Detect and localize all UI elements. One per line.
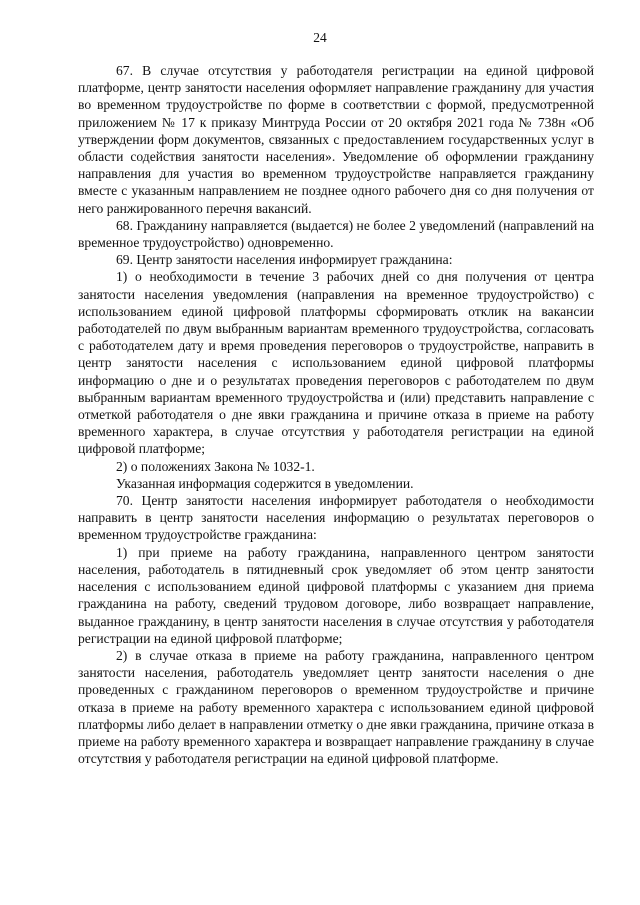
paragraph-70-item-2: 2) в случае отказа в приеме на работу гражданина, направленного центром занятости населения, работодатель уведомляет центр занятости населения о дне проведенных с гражданином переговоров о временном трудоустройстве и причине отказа в приеме на работу временного характера с использованием единой цифровой платформы либо делает в направлении отметку о дне явки гражданина, причине отказа в приеме на работу временного характера и возвращает направление гражданину в случае отсутствия у работодателя регистрации на единой цифровой платформе. (78, 647, 594, 767)
paragraph-69: 69. Центр занятости населения информирует гражданина: (116, 252, 453, 268)
paragraph-69-note: Указанная информация содержится в уведомлении. (116, 475, 414, 491)
paragraph-69-item-1: 1) о необходимости в течение 3 рабочих дней со дня получения от центра занятости населения уведомления (направления на временное трудоустройство) с использованием единой цифровой платформы сформировать отклик на вакансии работодателей по двум выбранным вариантам временного трудоустройства, согласовать с работодателем дату и время проведения переговоров о трудоустройстве, направить в центр занятости населения с использованием единой цифровой платформы информацию о дне и о результатах проведения переговоров с работодателем по двум выбранным вариантам временного трудоустройства и (или) представить направление с отметкой работодателя о дне явки гражданина и причине отказа в приеме на работу временного характера, в случае отсутствия у работодателя регистрации на единой цифровой платформе; (78, 269, 594, 457)
page-number: 24 (313, 30, 327, 45)
paragraph-70: 70. Центр занятости населения информирует работодателя о необходимости направить в центр занятости населения информацию о результатах переговоров о временном трудоустройстве гражданина: (78, 493, 594, 543)
paragraph-69-item-2: 2) о положениях Закона № 1032-1. (116, 458, 315, 474)
paragraph-68: 68. Гражданину направляется (выдается) не более 2 уведомлений (направлений на временное трудоустройство) одновременно. (78, 217, 594, 251)
document-body (78, 62, 594, 767)
paragraph-67: 67. В случае отсутствия у работодателя регистрации на единой цифровой платформе, центр занятости населения оформляет направление гражданину для участия во временном трудоустройстве по форме в соответствии с формой, предусмотренной приложением № 17 к приказу Минтруда России от 20 октября 2021 года № 738н «Об утверждении форм документов, связанных с предоставлением государственных услуг в области содействия занятости населения». Уведомление об оформлении гражданину направления для участия во временном трудоустройстве направляется гражданину вместе с указанным направлением не позднее одного рабочего дня со дня получения от него ранжированного перечня вакансий. (78, 63, 594, 216)
paragraph-70-item-1: 1) при приеме на работу гражданина, направленного центром занятости населения, работодатель в пятидневный срок уведомляет об этом центр занятости населения с использованием единой цифровой платформы с указанием дня приема гражданина на работу, сведений трудовом договоре, либо возвращает направление, выданное гражданину, в центр занятости населения в случае отсутствия у работодателя регистрации на единой цифровой платформе; (78, 544, 594, 646)
